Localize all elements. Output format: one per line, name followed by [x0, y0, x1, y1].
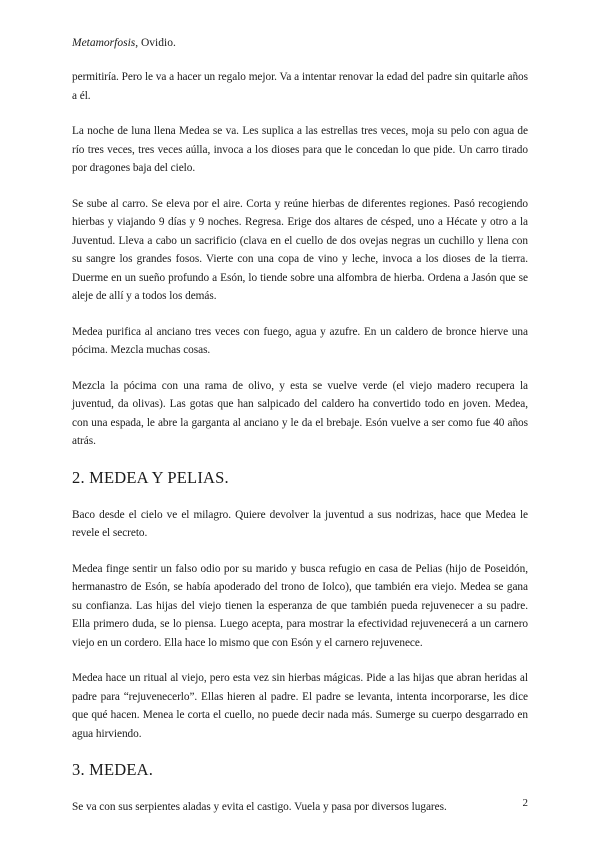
page-number: 2 [522, 797, 528, 809]
paragraph: Mezcla la pócima con una rama de olivo, y esta se vuelve verde (el viejo madero recupera la juventud, da olivas). Las gotas que han salpicado del caldero ha convertido todo en joven. Medea, con una espada, le abre la garganta al anciano y le da el brebaje. Esón vuelve a ser como fue 40 años atrás. [72, 379, 528, 447]
section-heading: 3. MEDEA. [72, 760, 154, 779]
paragraph: Se sube al carro. Se eleva por el aire. Corta y reúne hierbas de diferentes regiones. Pasó recogiendo hierbas y viajando 9 días y 9 noches. Regresa. Erige dos altares de césped, uno a Hécate y otro a la Juventud. Lleva a cabo un sacrificio (clava en el cuello de dos ovejas negras un cuchillo y llena con su sangre los grandes fosos. Vierte con una copa de vino y leche, invoca a los dioses de la tierra. Duerme en un sueño profundo a Esón, lo tiende sobre una alfombra de hierba. Ordena a Jasón que se aleje de allí y a todos los demás. [72, 197, 528, 302]
paragraph: Se va con sus serpientes aladas y evita el castigo. Vuela y pasa por diversos lugares. [72, 801, 447, 813]
paragraph: Medea purifica al anciano tres veces con fuego, agua y azufre. En un caldero de bronce hierve una pócima. Mezcla muchas cosas. [72, 325, 528, 356]
paragraph: La noche de luna llena Medea se va. Les suplica a las estrellas tres veces, moja su pelo con agua de río tres veces, tres veces aúlla, invoca a los dioses para que le concedan lo que pide. Un carro tirado por dragones baja del cielo. [72, 125, 528, 174]
running-header [72, 37, 176, 49]
paragraph: Medea finge sentir un falso odio por su marido y busca refugio en casa de Pelias (hijo de Poseidón, hermanastro de Esón, se había apoderado del trono de Iolco), que también era viejo. Medea se gana su confianza. Las hijas del viejo tienen la esperanza de que también pueda rejuvenecer a su padre. Ella primero duda, se lo piensa. Luego acepta, para mostrar la efectividad rejuvenecerá a un carnero viejo en un cordero. Ella hace lo mismo que con Esón y el carnero rejuvenece. [72, 562, 528, 649]
section-heading: 2. MEDEA Y PELIAS. [72, 467, 229, 487]
paragraph: Baco desde el cielo ve el milagro. Quiere devolver la juventud a sus nodrizas, hace que Medea le revele el secreto. [72, 508, 528, 539]
author-name: , Ovidio. [135, 37, 176, 49]
page-body [72, 68, 528, 834]
work-title: Metamorfosis [72, 37, 136, 49]
paragraph: Medea hace un ritual al viejo, pero esta vez sin hierbas mágicas. Pide a las hijas que abran heridas al padre para “rejuvenecerlo”. Ellas hieren al padre. El padre se levanta, intenta incorporarse, les dice que qué hacen. Menea le corta el cuello, no puede decir nada más. Sumerge su cuerpo desgarrado en agua hirviendo. [72, 672, 528, 740]
paragraph: permitiría. Pero le va a hacer un regalo mejor. Va a intentar renovar la edad del padre sin quitarle años a él. [72, 71, 528, 102]
